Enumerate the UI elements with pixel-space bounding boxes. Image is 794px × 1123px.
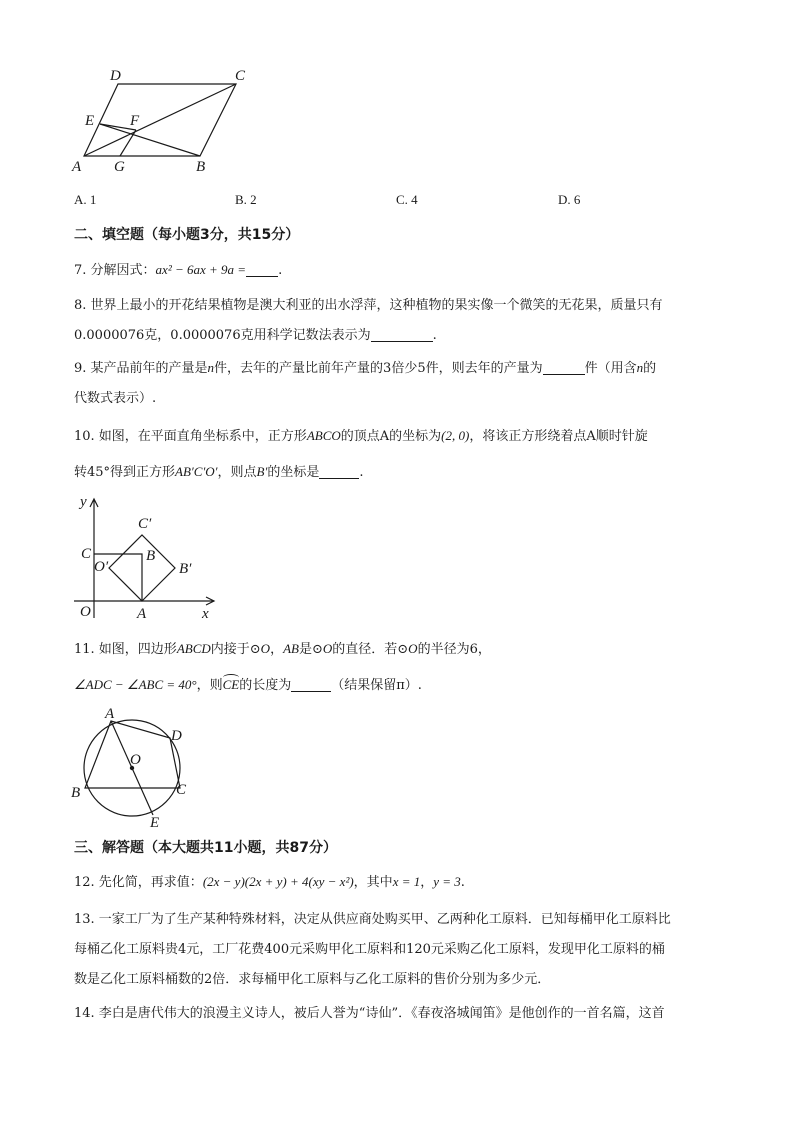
question-9-line-2: 代数式表示）. bbox=[74, 391, 157, 406]
label-F: F bbox=[130, 113, 140, 129]
q11-text-e: 的直径．若⊙ bbox=[332, 642, 409, 657]
q10-text-f: 的坐标是 bbox=[267, 465, 320, 480]
question-7 bbox=[74, 260, 282, 281]
section-2-title: 二、填空题（每小题3分，共15分） bbox=[74, 227, 300, 243]
coordinate-figure bbox=[72, 490, 232, 625]
q10-suffix: . bbox=[359, 465, 364, 480]
label-O: O bbox=[130, 752, 141, 768]
q7-suffix: . bbox=[278, 263, 283, 278]
q10-answer-blank bbox=[319, 464, 359, 479]
question-13-line-1: 13. 一家工厂为了生产某种特殊材料，决定从供应商处购买甲、乙两种化工原料．已知每桶甲化工原料比 bbox=[74, 912, 671, 927]
label-A: A bbox=[72, 159, 82, 175]
q9-variable-2: n bbox=[636, 360, 644, 375]
question-8-line-2 bbox=[74, 326, 437, 346]
label-A: A bbox=[105, 706, 115, 722]
label-E: E bbox=[85, 113, 95, 129]
q10-text-a: 10. 如图，在平面直角坐标系中，正方形 bbox=[74, 429, 307, 444]
q11-ab: AB bbox=[283, 641, 299, 656]
q11-text-a: 11. 如图，四边形 bbox=[74, 642, 177, 657]
q11-text-f: 的半径为6， bbox=[417, 642, 491, 657]
q7-expression: ax² − 6ax + 9a = bbox=[155, 262, 247, 277]
question-13-line-3: 数是乙化工原料桶数的2倍．求每桶甲化工原料与乙化工原料的售价分别为多少元． bbox=[74, 972, 551, 987]
arc-mark bbox=[223, 674, 240, 681]
option-c: C. 4 bbox=[396, 192, 418, 207]
q9-text-b: 件，去年的产量比前年产量的3倍少5件，则去年的产量为 bbox=[214, 361, 543, 376]
q12-comma: ， bbox=[420, 875, 434, 890]
label-C: C bbox=[176, 782, 187, 798]
q10-text-c: ，将该正方形绕着点A顺时针旋 bbox=[469, 429, 648, 444]
q12-suffix: . bbox=[460, 875, 465, 890]
label-C: C bbox=[81, 546, 92, 562]
q12-expression: (2x − y)(2x + y) + 4(xy − x²) bbox=[202, 874, 354, 889]
q10-text-e: ，则点 bbox=[217, 465, 257, 480]
question-13-line-2: 每桶乙化工原料贵4元，工厂花费400元采购甲化工原料和120元采购乙化工原料，发现甲化工原料的桶 bbox=[74, 942, 665, 957]
question-11-line-1 bbox=[74, 639, 491, 660]
q10-point: B′ bbox=[256, 464, 268, 479]
label-A: A bbox=[137, 606, 147, 622]
parallelogram-figure bbox=[70, 64, 260, 176]
label-B: B bbox=[146, 548, 156, 564]
q10-square-2: AB′C′O′ bbox=[175, 464, 218, 479]
q7-prefix: 7. 分解因式： bbox=[74, 263, 156, 278]
q7-answer-blank bbox=[246, 262, 278, 277]
label-C-prime: C′ bbox=[138, 516, 152, 532]
label-E: E bbox=[150, 815, 160, 828]
option-d: D. 6 bbox=[558, 192, 581, 207]
q10-text-b: 的顶点A的坐标为 bbox=[340, 429, 442, 444]
question-10-line-2 bbox=[74, 462, 364, 483]
label-x: x bbox=[202, 606, 209, 622]
label-C: C bbox=[235, 68, 246, 84]
q11-angle-equation: ∠ADC − ∠ABC = 40° bbox=[74, 677, 197, 692]
q11-answer-blank bbox=[291, 677, 331, 692]
question-11-line-2 bbox=[74, 675, 422, 696]
q11-o2: O bbox=[322, 641, 333, 656]
q10-square: ABCO bbox=[306, 428, 341, 443]
q9-answer-blank bbox=[543, 360, 585, 375]
q12-y-value: y = 3 bbox=[433, 874, 461, 889]
q11-text-g: ，则 bbox=[196, 678, 223, 693]
segment-GF bbox=[120, 130, 136, 156]
q8-answer-blank bbox=[371, 327, 433, 342]
label-y: y bbox=[80, 494, 87, 510]
q8-suffix: . bbox=[432, 328, 437, 343]
label-O-prime: O′ bbox=[94, 559, 109, 575]
q9-text-c: 件（用含 bbox=[584, 361, 637, 376]
q11-text-i: （结果保留π）. bbox=[331, 678, 422, 693]
question-9-line-1 bbox=[74, 358, 656, 379]
label-D: D bbox=[171, 728, 182, 744]
q11-arc bbox=[223, 677, 240, 692]
q11-text-c: ， bbox=[270, 642, 284, 657]
question-14-line-1: 14. 李白是唐代伟大的浪漫主义诗人，被后人誉为“诗仙”．《春夜洛城闻笛》是他创作的一首名篇，这首 bbox=[74, 1006, 665, 1021]
q12-x-value: x = 1 bbox=[392, 874, 421, 889]
segment-EB bbox=[100, 124, 200, 156]
label-O: O bbox=[80, 604, 91, 620]
question-12 bbox=[74, 872, 465, 893]
question-8-line-1: 8. 世界上最小的开花结果植物是澳大利亚的出水浮萍，这种植物的果实像一个微笑的无花果，质量只有 bbox=[74, 298, 663, 313]
label-B: B bbox=[196, 159, 206, 175]
q10-text-d: 转45°得到正方形 bbox=[74, 465, 176, 480]
q10-coordinate: (2, 0) bbox=[441, 428, 470, 443]
q9-text-a: 9. 某产品前年的产量是 bbox=[74, 361, 208, 376]
q11-text-b: 内接于⊙ bbox=[210, 642, 261, 657]
q11-text-d: 是⊙ bbox=[298, 642, 323, 657]
q11-text-h: 的长度为 bbox=[239, 678, 292, 693]
label-G: G bbox=[114, 159, 125, 175]
label-B-prime: B′ bbox=[179, 561, 192, 577]
q11-quad: ABCD bbox=[176, 641, 211, 656]
diagonal-AC bbox=[84, 84, 236, 156]
q11-o1: O bbox=[260, 641, 271, 656]
q12-prefix: 12. 先化简，再求值： bbox=[74, 875, 203, 890]
q12-mid: ，其中 bbox=[353, 875, 393, 890]
q11-o3: O bbox=[408, 641, 418, 656]
q9-variable: n bbox=[207, 360, 215, 375]
circle-figure bbox=[66, 706, 196, 828]
section-3-title: 三、解答题（本大题共11小题，共87分） bbox=[74, 840, 337, 856]
q11-arc-label: CE bbox=[222, 677, 240, 692]
option-b: B. 2 bbox=[235, 192, 257, 207]
label-B: B bbox=[71, 785, 81, 801]
label-D: D bbox=[110, 68, 121, 84]
question-10-line-1 bbox=[74, 426, 648, 447]
option-a: A. 1 bbox=[74, 192, 97, 207]
q9-text-d: 的 bbox=[643, 361, 657, 376]
q8-line-2-text: 0.0000076克，0.0000076克用科学记数法表示为 bbox=[74, 328, 371, 343]
